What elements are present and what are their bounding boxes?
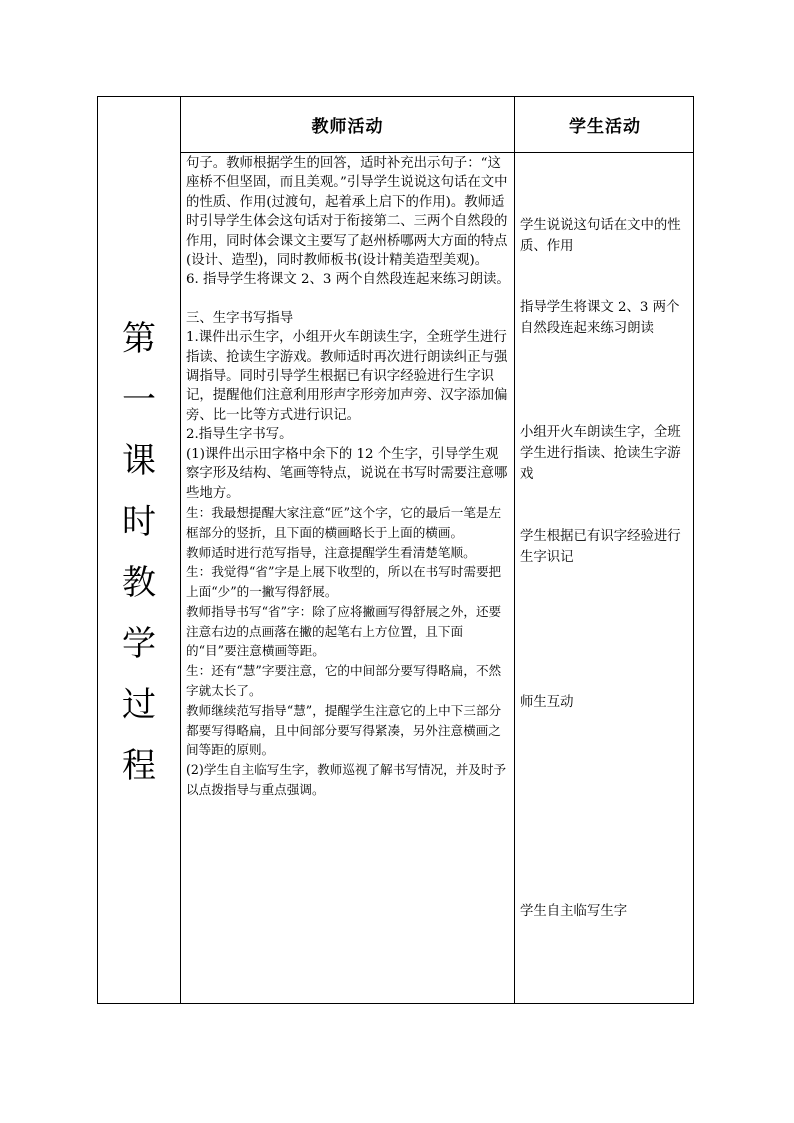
side-title-char: 第 [122, 319, 156, 359]
side-title-char: 过 [122, 685, 156, 725]
side-title-char: 程 [122, 746, 156, 786]
teacher-paragraph: 教师指导书写“省”字：除了应将撇画写得舒展之外，还要注意右边的点画落在撇的起笔右上方位置，且下面的“目”要注意横画等距。 [186, 603, 502, 659]
side-title-char: 教 [122, 563, 156, 603]
teacher-paragraph: 6. 指导学生将课文 2、3 两个自然段连起来练习朗读。 [186, 272, 510, 288]
teacher-paragraph: 教师继续范写指导“慧”，提醒学生注意它的上中下三部分都要写得略扁，且中间部分要写得紧凑，另外注意横画之间等距的原则。 [186, 702, 502, 758]
side-title-char: 课 [122, 441, 156, 481]
dialogue-line: 生：我最想提醒大家注意“匠”这个字，它的最后一笔是左框部分的竖折，且下面的横画略长于上面的横画。 [186, 504, 502, 540]
column-divider [514, 97, 515, 1003]
side-title-char: 一 [122, 380, 156, 420]
teacher-paragraph: 句子。教师根据学生的回答，适时补充出示句子：“这座桥不但坚固，而且美观。”引导学生说说这句话在文中的性质、作用(过渡句，起着承上启下的作用)。教师适时引导学生体会这句话对于衔接第二、三两个自然段的作用，同时体会课文主要写了赵州桥哪两大方面的特点(设计、造型)，同时教师板书(设计精美造型美观)。 [186, 156, 508, 269]
student-note: 学生说说这句话在文中的性质、作用 [520, 218, 681, 254]
teacher-paragraph: 教师适时进行范写指导，注意提醒学生看清楚笔顺。 [186, 544, 476, 560]
side-title-char: 学 [122, 624, 156, 664]
student-note: 小组开火车朗读生字，全班学生进行指读、抢读生字游戏 [520, 425, 681, 482]
lesson-table [97, 96, 694, 1004]
student-note: 学生根据已有识字经验进行生字识记 [520, 529, 681, 565]
teacher-activity-column [186, 154, 510, 800]
student-note: 指导学生将课文 2、3 两个自然段连起来练习朗读 [520, 300, 680, 336]
teacher-paragraph: (2)学生自主临写生字，教师巡视了解书写情况，并及时予以点拨指导与重点强调。 [186, 762, 507, 798]
section-heading: 三、生字书写指导 [186, 310, 294, 326]
column-divider [180, 97, 181, 1003]
student-note: 学生自主临写生字 [520, 904, 628, 919]
teacher-paragraph: 1.课件出示生字，小组开火车朗读生字，全班学生进行指读、抢读生字游戏。教师适时再次进行朗读纠正与强调指导。同时引导学生根据已有识字经验进行生字识记，提醒他们注意利用形声字形旁加声旁、汉字添加偏旁、比一比等方式进行识记。 [186, 330, 508, 423]
teacher-paragraph: 2.指导生字书写。 [186, 427, 293, 443]
dialogue-line: 生：我觉得“省”字是上展下收型的，所以在书写时需要把上面“少”的一撇写得舒展。 [186, 564, 502, 600]
student-note: 师生互动 [520, 695, 574, 710]
teacher-activity-header: 教师活动 [311, 117, 384, 137]
student-activity-header: 学生活动 [569, 117, 641, 137]
header-divider [180, 152, 693, 153]
dialogue-line: 生：还有“慧”字要注意，它的中间部分要写得略扁，不然字就太长了。 [186, 663, 502, 699]
side-title-char: 时 [122, 502, 156, 542]
side-title [98, 309, 180, 797]
teacher-paragraph: (1)课件出示田字格中余下的 12 个生字，引导学生观察字形及结构、笔画等特点，说说在书写时需要注意哪些地方。 [186, 446, 508, 501]
